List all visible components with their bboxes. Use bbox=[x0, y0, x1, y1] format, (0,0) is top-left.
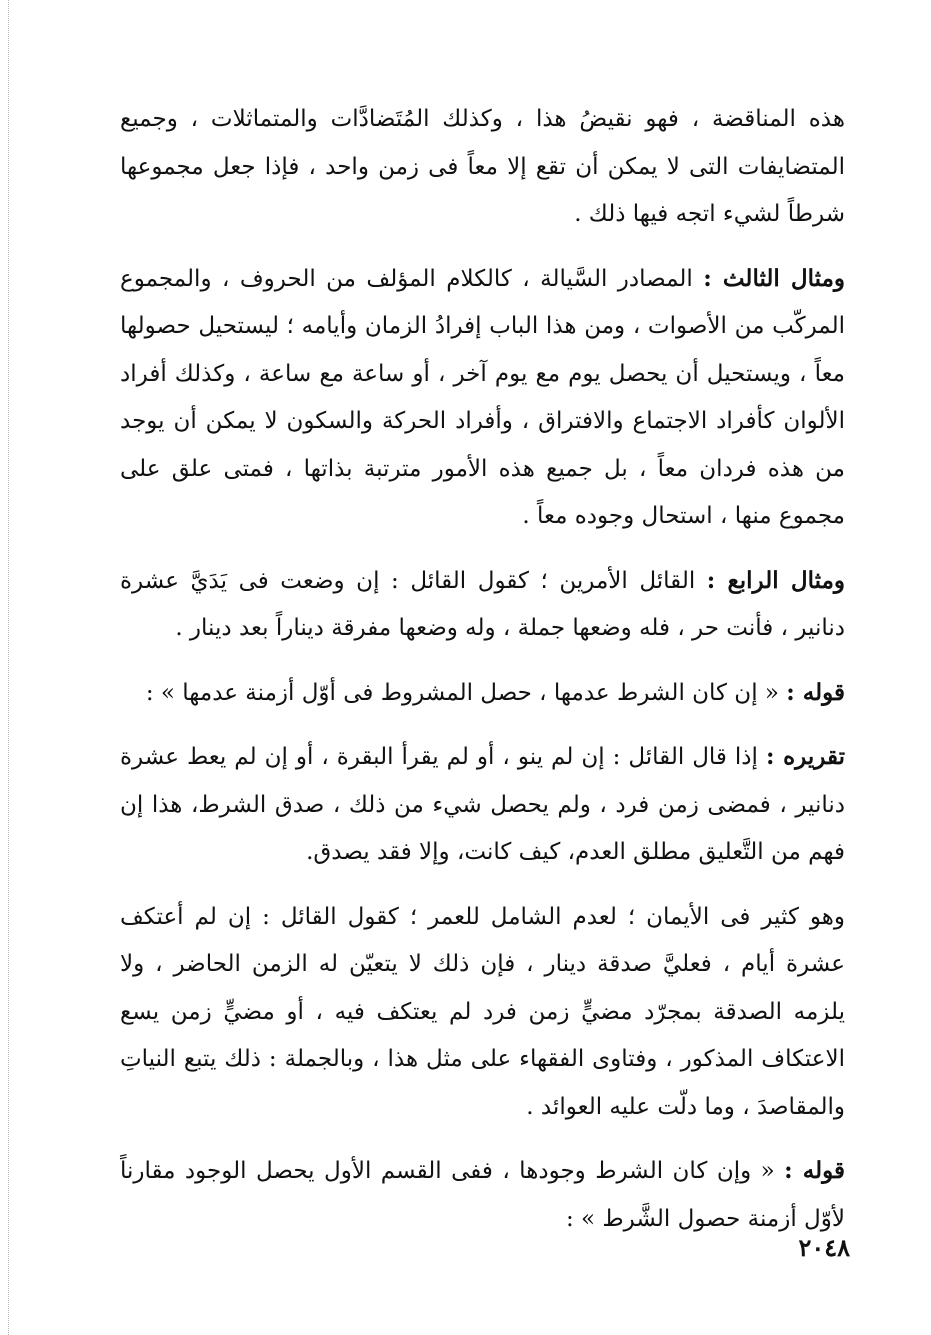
paragraph-7 bbox=[120, 1147, 845, 1243]
paragraph-5 bbox=[120, 733, 845, 877]
page-number: ٢٠٤٨ bbox=[798, 1233, 850, 1262]
paragraph-text: « إن كان الشرط عدمها ، حصل المشروط فى أوّل أزمنة عدمها » : bbox=[145, 679, 787, 706]
page-body-text bbox=[120, 95, 845, 1259]
paragraph-text: إذا قال القائل : إن لم ينو ، أو لم يقرأ البقرة ، أو إن لم يعط عشرة دنانير ، فمضى زمن فرد ، ولم يحصل شيء من ذلك ، صدق الشرط، هذا إن فهم من التَّعليق مطلق العدم، كيف كانت، وإلا فقد يصدق. bbox=[120, 744, 845, 865]
paragraph-text: هذه المناقضة ، فهو نقيضُ هذا ، وكذلك المُتَضادَّات والمتماثلات ، وجميع المتضايفات التى لا يمكن أن تقع إلا معاً فى زمن واحد ، فإذا جعل مجموعها شرطاً لشيء اتجه فيها ذلك . bbox=[120, 106, 845, 227]
paragraph-3 bbox=[120, 557, 845, 653]
paragraph-lead: تقريره : bbox=[765, 743, 845, 770]
paragraph-6 bbox=[120, 893, 845, 1132]
dotted-margin-line bbox=[8, 0, 9, 1335]
paragraph-lead: ومثال الرابع : bbox=[706, 566, 845, 594]
paragraph-text: المصادر السَّيالة ، كالكلام المؤلف من الحروف ، والمجموع المركّب من الأصوات ، ومن هذا الباب إفرادُ الزمان وأيامه ؛ ليستحيل حصولها معاً ، ويستحيل أن يحصل يوم مع يوم آخر ، أو ساعة مع ساعة ، وكذلك أفراد الألوان كأفراد الاجتماع والافتراق ، وأفراد الحركة والسكون لا يمكن أن يوجد من هذه فردان معاً ، بل جميع هذه الأمور مترتبة بذاتها ، فمتى علق على مجموع منها ، استحال وجوده معاً . bbox=[120, 265, 845, 529]
paragraph-lead: ومثال الثالث : bbox=[703, 264, 846, 292]
paragraph-text: « وإن كان الشرط وجودها ، ففى القسم الأول يحصل الوجود مقارناً لأوّل أزمنة حصول الشَّرط » : bbox=[120, 1158, 845, 1232]
paragraph-lead: قوله : bbox=[786, 678, 845, 706]
paragraph-text: وهو كثير فى الأيمان ؛ لعدم الشامل للعمر ؛ كقول القائل : إن لم أعتكف عشرة أيام ، فعليَّ صدقة دينار ، فإن ذلك لا يتعيّن له الزمن الحاضر ، ولا يلزمه الصدقة بمجرّد مضيٍّ زمن فرد لم يعتكف فيه ، أو مضيٍّ زمن يسع الاعتكاف المذكور ، وفتاوى الفقهاء على مثل هذا ، وبالجملة : ذلك يتبع النياتِ والمقاصدَ ، وما دلّت عليه العوائد . bbox=[120, 903, 845, 1120]
paragraph-text: القائل الأمرين ؛ كقول القائل : إن وضعت فى يَدَيَّ عشرة دنانير ، فأنت حر ، فله وضعها جملة ، وله وضعها مفرقة ديناراً بعد دينار . bbox=[120, 567, 845, 641]
paragraph-4 bbox=[120, 669, 845, 718]
paragraph-2 bbox=[120, 255, 845, 541]
paragraph-lead: قوله : bbox=[784, 1157, 845, 1184]
paragraph-1 bbox=[120, 95, 845, 239]
